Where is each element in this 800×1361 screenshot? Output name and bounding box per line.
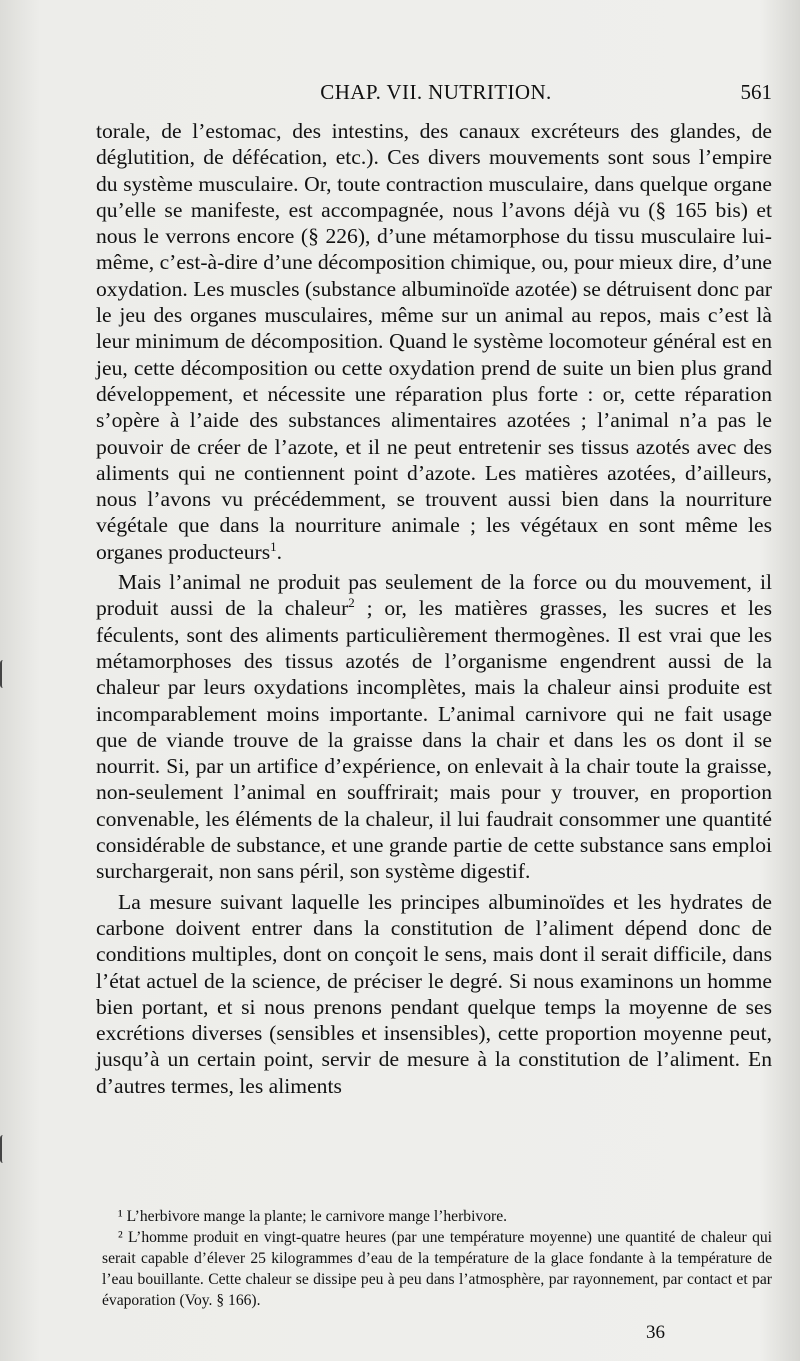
body-text [96, 118, 772, 1099]
running-head: CHAP. VII. NUTRITION. [320, 80, 552, 104]
paragraph-end: . [276, 539, 283, 564]
footnote-marker: ¹ [118, 1208, 123, 1225]
page-header [100, 80, 772, 110]
footnote [102, 1227, 772, 1311]
footnotes [102, 1206, 772, 1311]
footnote-ref: 2 [348, 595, 355, 611]
footnote-text: L’homme produit en vingt-quatre heures (par une température moyenne) une quantité de chaleur qui serait capable d’élever 25 kilogrammes d’eau de la température de la glace fondante à la température de l’eau bouillante. Cette chaleur se dissipe peu à peu dans l’atmosphère, par rayonnement, par contact et par évaporation (Voy. § 166). [102, 1229, 772, 1309]
footnote [102, 1206, 772, 1227]
signature-mark: 36 [646, 1322, 665, 1343]
paragraph [96, 889, 772, 1099]
footnote-text: L’herbivore mange la plante; le carnivore mange l’herbivore. [126, 1208, 508, 1225]
paragraph [96, 118, 772, 565]
paragraph-text: torale, de l’estomac, des intestins, des canaux excréteurs des glandes, de déglutition, de défécation, etc.). Ces divers mouvements sont sous l’empire du système musculaire. Or, toute contraction musculaire, dans quelque organe qu’elle se manifeste, est accompagnée, nous l’avons déjà vu (§ 165 bis) et nous le verrons encore (§ 226), d’une métamorphose du tissu musculaire lui-même, c’est-à-dire d’une décomposition chimique, ou, pour mieux dire, d’une oxydation. Les muscles (substance albuminoïde azotée) se détruisent donc par le jeu des organes musculaires, même sur un animal au repos, mais c’est là leur minimum de décomposition. Quand le système locomoteur général est en jeu, cette décomposition ou cette oxydation prend de suite un bien plus grand développement, et nécessite une réparation plus forte : or, cette réparation s’opère à l’aide des substances alimentaires azotées ; l’animal n’a pas le pouvoir de créer de l’azote, et il ne peut entretenir ses tissus azotés avec des aliments qui ne contiennent point d’azote. Les matières azotées, d’ailleurs, nous l’avons vu précédemment, se trouvent aussi bien dans la nourriture végétale que dans la nourriture animale ; les végétaux en sont même les organes producteurs [96, 119, 772, 564]
page-number: 561 [740, 80, 772, 104]
paragraph-text: ; or, les matières grasses, les sucres et les féculents, sont des aliments particulièrement thermogènes. Il est vrai que les métamorphoses des tissus azotés de l’organisme engendrent aussi de la chaleur par leurs oxydations incomplètes, mais la chaleur ainsi produite est incomparablement moins importante. L’animal carnivore qui ne fait usage que de viande trouve de la graisse dans la chair et dans les os dont il se nourrit. Si, par un artifice d’expérience, on enlevait à la chair toute la graisse, non-seulement l’animal en souffrirait; mais pour y trouver, en proportion convenable, les éléments de la chaleur, il lui faudrait consommer une quantité considérable de substance, et une grande partie de cette substance sans emploi surchargerait, non sans péril, son système digestif. [96, 596, 772, 884]
paragraph [96, 569, 772, 885]
binding-mark [0, 1135, 8, 1163]
paragraph-text: Mais l’animal ne produit pas seulement de la force ou du mouvement, il produit aussi de la chaleur [96, 570, 772, 621]
footnote-marker: ² [118, 1229, 123, 1246]
paragraph-text: La mesure suivant laquelle les principes albuminoïdes et les hydrates de carbone doivent entrer dans la constitution de l’aliment dépend donc de conditions multiples, dont on conçoit le sens, mais dont il serait difficile, dans l’état actuel de la science, de préciser le degré. Si nous examinons un homme bien portant, et si nous prenons pendant quelque temps la moyenne de ses excrétions diverses (sensibles et insensibles), cette proportion moyenne peut, jusqu’à un certain point, servir de mesure à la constitution de l’aliment. En d’autres termes, les aliments [96, 889, 772, 1098]
footnote-ref: 1 [270, 538, 277, 554]
binding-mark [0, 660, 8, 688]
